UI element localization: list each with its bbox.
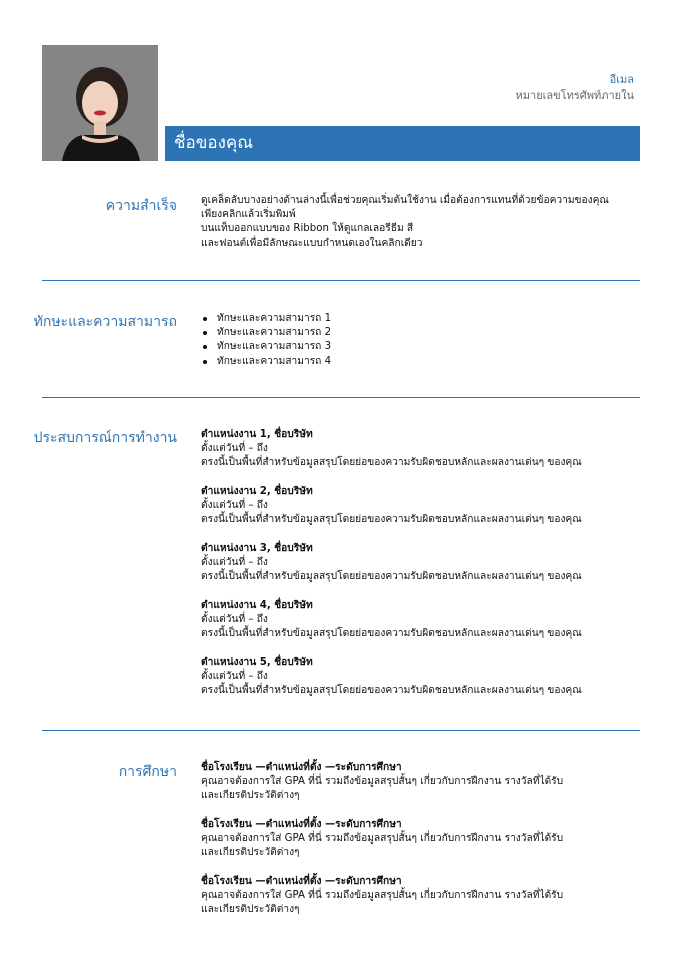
- education-entry: [201, 818, 641, 861]
- job-title: ตำแหน่งงาน 3, ชื่อบริษัท: [201, 543, 313, 554]
- phone-label: หมายเลขโทรศัพท์ภายใน: [515, 89, 634, 102]
- skill-item: ทักษะและความสามารถ 3: [201, 340, 641, 354]
- skills-list: [201, 312, 641, 369]
- job-dates: ตั้งแต่วันที่ – ถึง: [201, 443, 268, 455]
- education-detail: และเกียรติประวัติต่างๆ: [201, 790, 300, 802]
- school-title: ชื่อโรงเรียน —ตำแหน่งที่ตั้ง —ระดับการศึกษา: [201, 876, 402, 887]
- job-dates: ตั้งแต่วันที่ – ถึง: [201, 557, 268, 569]
- name-banner: [165, 126, 640, 161]
- school-title: ชื่อโรงเรียน —ตำแหน่งที่ตั้ง —ระดับการศึกษา: [201, 819, 402, 830]
- job-entry: [201, 599, 641, 642]
- achievement-line: และฟอนต์เพื่อมีลักษณะแบบกำหนดเองในคลิกเดียว: [201, 237, 423, 249]
- education-detail: และเกียรติประวัติต่างๆ: [201, 904, 300, 916]
- education-entry: [201, 761, 641, 804]
- job-dates: ตั้งแต่วันที่ – ถึง: [201, 614, 268, 626]
- job-description: ตรงนี้เป็นพื้นที่สำหรับข้อมูลสรุปโดยย่อของความรับผิดชอบหลักและผลงานเด่นๆ ของคุณ: [201, 685, 582, 697]
- education-detail: คุณอาจต้องการใส่ GPA ที่นี่ รวมถึงข้อมูลสรุปสั้นๆ เกี่ยวกับการฝึกงาน รางวัลที่ได้รับ: [201, 776, 564, 788]
- email-label[interactable]: อีเมล: [609, 73, 634, 86]
- job-entry: [201, 542, 641, 585]
- skills-body: [201, 312, 641, 369]
- skill-item: ทักษะและความสามารถ 1: [201, 312, 641, 326]
- job-description: ตรงนี้เป็นพื้นที่สำหรับข้อมูลสรุปโดยย่อของความรับผิดชอบหลักและผลงานเด่นๆ ของคุณ: [201, 457, 582, 469]
- achievement-line: บนแท็บออกแบบของ Ribbon ให้ดูแกลเลอรีธีม สี: [201, 223, 414, 235]
- education-detail: คุณอาจต้องการใส่ GPA ที่นี่ รวมถึงข้อมูลสรุปสั้นๆ เกี่ยวกับการฝึกงาน รางวัลที่ได้รับ: [201, 833, 564, 845]
- job-entry: [201, 485, 641, 528]
- skill-item: ทักษะและความสามารถ 4: [201, 355, 641, 369]
- section-title-education: การศึกษา: [118, 764, 177, 780]
- section-divider: [42, 730, 640, 731]
- job-title: ตำแหน่งงาน 4, ชื่อบริษัท: [201, 600, 313, 611]
- achievement-line: ดูเคล็ดลับบางอย่างด้านล่างนี้เพื่อช่วยคุณเริ่มต้นใช้งาน เมื่อต้องการแทนที่ด้วยข้อความของคุณ: [201, 195, 609, 206]
- job-description: ตรงนี้เป็นพื้นที่สำหรับข้อมูลสรุปโดยย่อของความรับผิดชอบหลักและผลงานเด่นๆ ของคุณ: [201, 514, 582, 526]
- education-entry: [201, 875, 641, 918]
- section-divider: [42, 397, 640, 398]
- experience-body: [201, 428, 641, 713]
- job-dates: ตั้งแต่วันที่ – ถึง: [201, 500, 268, 512]
- section-divider: [42, 280, 640, 281]
- section-title-skills: ทักษะและความสามารถ: [33, 314, 177, 330]
- education-detail: คุณอาจต้องการใส่ GPA ที่นี่ รวมถึงข้อมูลสรุปสั้นๆ เกี่ยวกับการฝึกงาน รางวัลที่ได้รับ: [201, 890, 564, 902]
- contact-info: [516, 72, 634, 104]
- school-title: ชื่อโรงเรียน —ตำแหน่งที่ตั้ง —ระดับการศึกษา: [201, 762, 402, 773]
- education-detail: และเกียรติประวัติต่างๆ: [201, 847, 300, 859]
- person-name[interactable]: ชื่อของคุณ: [174, 133, 254, 153]
- profile-photo: [42, 45, 158, 161]
- achievement-line: เพียงคลิกแล้วเริ่มพิมพ์: [201, 209, 296, 221]
- achievements-body: [201, 194, 641, 251]
- job-title: ตำแหน่งงาน 1, ชื่อบริษัท: [201, 429, 313, 440]
- job-title: ตำแหน่งงาน 5, ชื่อบริษัท: [201, 657, 313, 668]
- job-description: ตรงนี้เป็นพื้นที่สำหรับข้อมูลสรุปโดยย่อของความรับผิดชอบหลักและผลงานเด่นๆ ของคุณ: [201, 571, 582, 583]
- education-body: [201, 761, 641, 932]
- job-description: ตรงนี้เป็นพื้นที่สำหรับข้อมูลสรุปโดยย่อของความรับผิดชอบหลักและผลงานเด่นๆ ของคุณ: [201, 628, 582, 640]
- skill-item: ทักษะและความสามารถ 2: [201, 326, 641, 340]
- job-entry: [201, 428, 641, 471]
- section-title-achievements: ความสำเร็จ: [105, 198, 177, 214]
- section-title-experience: ประสบการณ์การทำงาน: [33, 430, 177, 446]
- job-title: ตำแหน่งงาน 2, ชื่อบริษัท: [201, 486, 313, 497]
- job-dates: ตั้งแต่วันที่ – ถึง: [201, 671, 268, 683]
- job-entry: [201, 656, 641, 699]
